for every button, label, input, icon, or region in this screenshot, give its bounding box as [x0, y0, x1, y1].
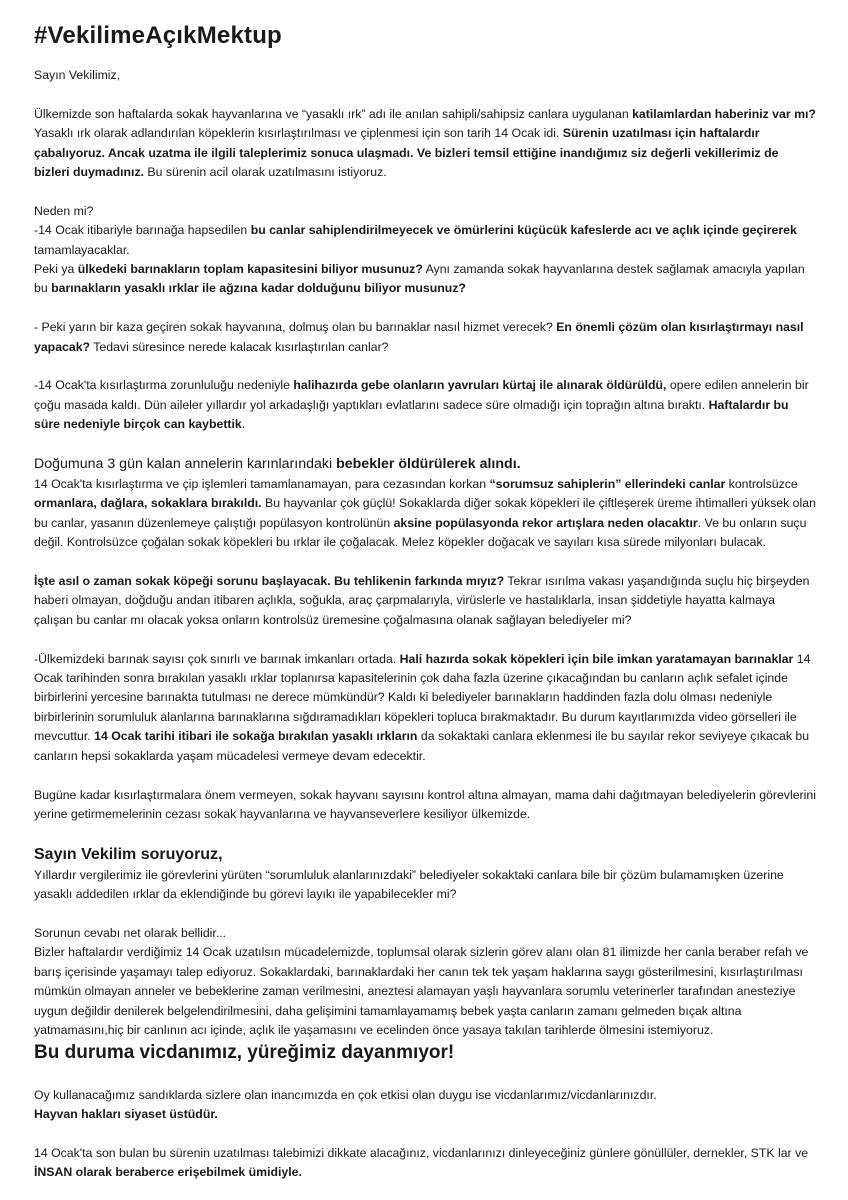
- bold-span: ormanlara, dağlara, sokaklara bırakıldı.: [34, 496, 262, 511]
- text-span: . Ve bu onların suçu değil. Kontrolsüzce çoğalan sokak köpekleri bu ırklar ile çoğalacak. Melez köpekler doğacak ve sayıları kısa sürede milyonları bulacak.: [34, 515, 807, 550]
- bold-span: Haftalardır bu süre nedeniyle birçok can kaybettik: [34, 397, 789, 432]
- paragraph-capacity: [34, 260, 816, 299]
- text-span: 14 Ocak'ta son bulan bu sürenin uzatılması talebimizi dikkate alacağınız, vicdanlarınızı dinleyeceğiniz günlere gönüllüler, dernekler, STK lar ve: [34, 1145, 809, 1160]
- paragraph-rights: [34, 1105, 816, 1124]
- bold-span: İşte asıl o zaman sokak köpeği sorunu başlayacak. Bu tehlikenin farkında mıyız?: [34, 574, 505, 589]
- text-span: Aynı zamanda sokak hayvanlarına destek sağlamak amacıyla yapılan bu: [34, 262, 805, 296]
- text-span: Doğumuna 3 gün kalan annelerin karınlarındaki: [34, 456, 337, 473]
- paragraph-accident: [34, 318, 816, 357]
- text-span: -Ülkemizdeki barınak sayısı çok sınırlı ve barınak imkanları ortada.: [34, 651, 400, 666]
- page-title: #VekilimeAçıkMektup: [34, 22, 282, 49]
- paragraph-danger: [34, 572, 816, 630]
- paragraph-closing: [34, 1144, 816, 1183]
- letter-body: [34, 66, 816, 1183]
- text-span: 14 Ocak tarihinden sonra bırakılan yasaklı ırklar toplanırsa kapasitelerinin çok daha fazla üzerine çıkacağından bu canların açlık sefalet içinde birbirlerini yercesine barınakta tutulması ne derece mümkündür? Kaldı ki belediyeler barınakların haddinden fazla dolu olması nedeniyle birbirlerinin sorumluluk alanlarına barınaklarına sığdıramadıkları köpekleri topluca bırakmaktadır. Bu durum kayıtlarımızda video görselleri ile mevcuttur.: [34, 651, 811, 744]
- section-heading: Sayın Vekilim soruyoruz,: [34, 845, 223, 863]
- text-span: -14 Ocak itibariyle barınağa hapsedilen: [34, 223, 251, 238]
- bold-span: ülkedeki barınakların toplam kapasitesini biliyor musunuz?: [77, 262, 423, 277]
- salutation: Sayın Vekilimiz,: [34, 68, 121, 82]
- bold-span: Hayvan hakları siyaset üstüdür.: [34, 1107, 218, 1122]
- paragraph-sterilization: [34, 376, 816, 434]
- text-span: da sokaktaki canlara eklenmesi ile bu sayılar rekor seviyeye çıkacak bu canların hepsi sokaklarda yaşam mücadelesi vermeye devam edecektir.: [34, 729, 810, 763]
- bold-span: 14 Ocak tarihi itibari ile sokağa bırakılan yasaklı ırkların: [94, 729, 418, 744]
- text-span: Bu sürenin acil olarak uzatılmasını istiyoruz.: [144, 165, 387, 180]
- text-span: Peki ya: [34, 262, 78, 277]
- paragraph-municipalities: Bugüne kadar kısırlaştırmalara önem vermeyen, sokak hayvanı sayısını kontrol altına almayan, mama dahi dağıtmayan belediyelerin görevlerini yerine getirmemelerinin cezası sokak hayvanlarına ve hayvanseverlere kesiliyor ülkemizde.: [34, 787, 816, 821]
- bold-span: Sürenin uzatılması için haftalardır çabalıyoruz. Ancak uzatma ile ilgili taleplerimiz sonuca ulaşmadı. Ve bizleri temsil ettiğine inandığımız siz değerli vekillerimiz de bizleri duymadınız.: [34, 126, 779, 180]
- bold-span: “sorumsuz sahiplerin” ellerindeki canlar: [489, 477, 726, 492]
- text-span: Yasaklı ırk olarak adlandırılan köpeklerin kısırlaştırılması ve çiplenmesi için son tarih 14 Ocak idi.: [34, 126, 563, 141]
- paragraph-answer: Sorunun cevabı net olarak bellidir...: [34, 925, 227, 940]
- text-span: kontrolsüzce: [725, 477, 798, 492]
- text-span: Ülkemizde son haftalarda sokak hayvanlarına ve “yasaklı ırk” adı ile anılan sahipli/sahipsiz canlara uygulanan: [34, 106, 633, 121]
- text-span: tamamlayacaklar.: [34, 242, 130, 257]
- bold-span: aksine popülasyonda rekor artışlara neden olacaktır: [393, 515, 698, 530]
- big-heading: Bu duruma vicdanımız, yüreğimiz dayanmıyor!: [34, 1042, 455, 1064]
- text-span: opere edilen annelerin bir çoğu masada kaldı. Dün aileler yıllardır yol arkadaşlığı yaptıkları evlatlarını sadece süre olmadığı için toprağın altına bıraktı.: [34, 378, 809, 412]
- bold-span: halihazırda gebe olanların yavruları kürtaj ile alınarak öldürüldü,: [293, 378, 667, 393]
- paragraph-shelter: [34, 221, 816, 260]
- subheading-babies: [34, 454, 816, 475]
- bold-span: katilamlardan haberiniz var mı?: [632, 106, 816, 121]
- text-span: Tedavi süresince nerede kalacak kısırlaştırılan canlar?: [90, 339, 389, 354]
- bold-span: En önemli çözüm olan kısırlaştırmayı nasıl yapacak?: [34, 320, 804, 354]
- text-span: Tekrar ısırılma vakası yaşandığında suçlu hiç birşeyden haberi olmayan, doğduğu andan itibaren açlıkla, soğukla, araç çarpmalarıyla, virüslerle ve hastalıklarla, insan şiddetiyle hayatta kalmaya çalışan bu canlar mı olacak yoksa onların kontrolsüz üremesine çoğalmasına olanak sağlayan belediyeler mi?: [34, 574, 810, 627]
- bold-span: bu canlar sahiplendirilmeyecek ve ömürlerini küçücük kafeslerde acı ve açlık içinde geçirerek: [250, 223, 797, 238]
- text-span: 14 Ocak'ta kısırlaştırma ve çip işlemleri tamamlanamayan, para cezasından korkan: [34, 477, 490, 492]
- text-span: - Peki yarın bir kaza geçiren sokak hayvanına, dolmuş olan bu barınaklar nasıl hizmet verecek?: [34, 320, 557, 335]
- paragraph-shelter-capacity: [34, 650, 816, 766]
- bold-span: bebekler öldürülerek alındı.: [336, 456, 521, 473]
- paragraph-vote: Oy kullanacağımız sandıklarda sizlere olan inancımızda en çok etkisi olan duygu ise vicdanlarımız/vicdanlarınızdır.: [34, 1087, 657, 1102]
- question-why: Neden mi?: [34, 203, 94, 218]
- paragraph-intro: [34, 105, 816, 183]
- bold-span: İNSAN olarak beraberce erişebilmek ümidiyle.: [34, 1165, 302, 1180]
- bold-span: Hali hazırda sokak köpekleri için bile imkan yaratamayan barınaklar: [399, 651, 794, 666]
- paragraph-demands: Bizler haftalardır verdiğimiz 14 Ocak uzatılsın mücadelemizde, toplumsal olarak sizlerin görev alanı olan 81 ilimizde her canla beraber refah ve barış içerisinde yaşamayı talep ediyoruz. Sokaklardaki, barınaklardaki her canın tek tek yaşam haklarına saygı gösterilmesini, kısırlaştırılması mümkün olmayan anneler ve bebeklerine zaman verilmesini, aneztesi alamayan yaşlı hayvanlara sorumlu veterinerler tarafından anesteziye uygun değildir denilerek belgelendirilmesini, daha gelişimini tamamlayamamış bebek yaşta canların zamanı gelmeden bıçak altına yatmamasını,hiç bir canlının acı içinde, açlık ile yaşamasını ve ecelinden önce yasaya takılan tarihlerde ölmesini istemiyoruz.: [34, 945, 809, 1037]
- bold-span: barınakların yasaklı ırklar ile ağzına kadar dolduğunu biliyor musunuz?: [51, 281, 466, 296]
- text-span: .: [241, 417, 246, 432]
- paragraph-taxes: Yıllardır vergilerimiz ile görevlerini yürüten “sorumluluk alanlarınızdaki” belediyeler sokaktaki canlara bile bir çözüm bulamamışken üzerine yasaklı addedilen ırklar da eklendiğinde bu görevi layıkı ile yapabilecekler mi?: [34, 867, 784, 902]
- text-span: -14 Ocak'ta kısırlaştırma zorunluluğu nedeniyle: [34, 378, 294, 393]
- text-span: Bu hayvanlar çok güçlü! Sokaklarda diğer sokak köpekleri ile çiftleşerek üreme ihtimalleri yüksek olan bu canlar, yasanın düzenlemeye çalıştığı popülasyon kontrolünün: [34, 496, 816, 530]
- paragraph-abandoned: [34, 475, 816, 553]
